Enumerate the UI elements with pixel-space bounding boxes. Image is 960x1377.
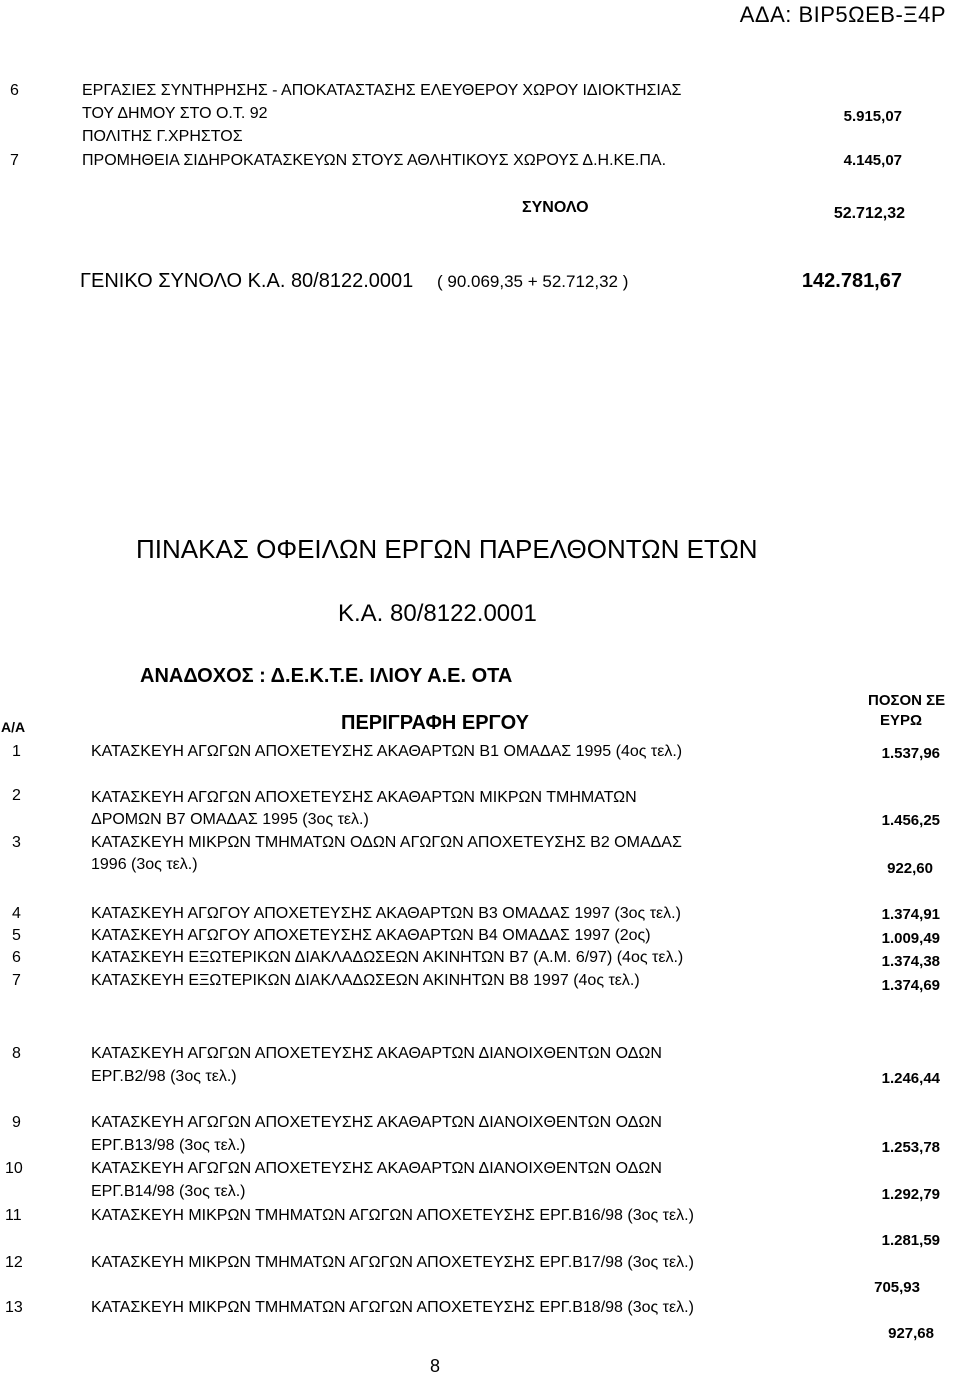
top-row-line: ΕΡΓΑΣΙΕΣ ΣΥΝΤΗΡΗΣΗΣ - ΑΠΟΚΑΤΑΣΤΑΣΗΣ ΕΛΕΥΘΕΡΟΥ ΧΩΡΟΥ ΙΔΙΟΚΤΗΣΙΑΣ	[82, 82, 682, 99]
row-description: ΚΑΤΑΣΚΕΥΗ ΜΙΚΡΩΝ ΤΜΗΜΑΤΩΝ ΑΓΩΓΩΝ ΑΠΟΧΕΤΕΥΣΗΣ ΕΡΓ.B16/98 (3ος τελ.)	[91, 1207, 694, 1224]
row-number: 10	[5, 1160, 23, 1177]
column-header-amount: ΠΟΣΟΝ ΣΕ	[868, 692, 946, 709]
row-amount: 1.009,49	[881, 930, 940, 947]
row-description: ΔΡΟΜΩΝ B7 ΟΜΑΔΑΣ 1995 (3ος τελ.)	[91, 811, 369, 828]
account-code: Κ.Α. 80/8122.0001	[338, 600, 537, 627]
row-amount: 1.374,91	[881, 906, 940, 923]
row-number: 9	[12, 1114, 21, 1131]
row-number: 8	[12, 1045, 21, 1062]
row-description: 1996 (3ος τελ.)	[91, 856, 198, 873]
row-amount: 1.537,96	[881, 745, 940, 762]
row-description: ΚΑΤΑΣΚΕΥΗ ΑΓΩΓΩΝ ΑΠΟΧΕΤΕΥΣΗΣ ΑΚΑΘΑΡΤΩΝ ΔΙΑΝΟΙΧΘΕΝΤΩΝ ΟΔΩΝ	[91, 1114, 662, 1131]
column-header-aa: Α/Α	[1, 719, 26, 735]
row-number: 11	[5, 1207, 22, 1224]
row-amount: 1.253,78	[881, 1139, 940, 1156]
grand-total-amount: 142.781,67	[801, 270, 902, 292]
page-title: ΠΙΝΑΚΑΣ ΟΦΕΙΛΩΝ ΕΡΓΩΝ ΠΑΡΕΛΘΟΝΤΩΝ ΕΤΩΝ	[136, 534, 758, 564]
row-number: 6	[12, 949, 21, 966]
grand-total-label: ΓΕΝΙΚΟ ΣΥΝΟΛΟ Κ.Α. 80/8122.0001	[80, 270, 414, 292]
grand-total-detail: ( 90.069,35 + 52.712,32 )	[437, 272, 629, 291]
top-row-amount: 5.915,07	[843, 108, 902, 125]
row-description: ΚΑΤΑΣΚΕΥΗ ΑΓΩΓΟΥ ΑΠΟΧΕΤΕΥΣΗΣ ΑΚΑΘΑΡΤΩΝ B3 ΟΜΑΔΑΣ 1997 (3ος τελ.)	[91, 905, 681, 922]
row-amount: 705,93	[874, 1279, 920, 1296]
top-row-number: 6	[10, 82, 19, 99]
subtotal-amount: 52.712,32	[833, 205, 905, 222]
row-description: ΕΡΓ.B13/98 (3ος τελ.)	[91, 1137, 246, 1154]
row-amount: 922,60	[887, 860, 933, 877]
contractor: ΑΝΑΔΟΧΟΣ : Δ.Ε.Κ.Τ.Ε. ΙΛΙΟΥ Α.Ε. ΟΤΑ	[140, 665, 513, 687]
row-number: 7	[12, 972, 21, 989]
row-number: 13	[5, 1299, 23, 1316]
row-description: ΚΑΤΑΣΚΕΥΗ ΑΓΩΓΟΥ ΑΠΟΧΕΤΕΥΣΗΣ ΑΚΑΘΑΡΤΩΝ B4 ΟΜΑΔΑΣ 1997 (2ος)	[91, 927, 651, 944]
row-number: 3	[12, 834, 21, 851]
row-description: ΚΑΤΑΣΚΕΥΗ ΕΞΩΤΕΡΙΚΩΝ ΔΙΑΚΛΑΔΩΣΕΩΝ ΑΚΙΝΗΤΩΝ B7 (Α.Μ. 6/97) (4ος τελ.)	[91, 949, 684, 966]
row-number: 5	[12, 927, 21, 944]
row-description: ΚΑΤΑΣΚΕΥΗ ΕΞΩΤΕΡΙΚΩΝ ΔΙΑΚΛΑΔΩΣΕΩΝ ΑΚΙΝΗΤΩΝ B8 1997 (4ος τελ.)	[91, 972, 640, 989]
page-number: 8	[430, 1356, 441, 1376]
ada-code: ΑΔΑ: ΒΙΡ5ΩΕΒ-Ξ4Ρ	[739, 2, 946, 27]
top-row-line: ΠΟΛΙΤΗΣ Γ.ΧΡΗΣΤΟΣ	[82, 128, 243, 145]
row-description: ΕΡΓ.B14/98 (3ος τελ.)	[91, 1183, 246, 1200]
row-description: ΚΑΤΑΣΚΕΥΗ ΑΓΩΓΩΝ ΑΠΟΧΕΤΕΥΣΗΣ ΑΚΑΘΑΡΤΩΝ ΔΙΑΝΟΙΧΘΕΝΤΩΝ ΟΔΩΝ	[91, 1160, 662, 1177]
row-description: ΚΑΤΑΣΚΕΥΗ ΜΙΚΡΩΝ ΤΜΗΜΑΤΩΝ ΑΓΩΓΩΝ ΑΠΟΧΕΤΕΥΣΗΣ ΕΡΓ.B17/98 (3ος τελ.)	[91, 1254, 694, 1271]
row-amount: 927,68	[888, 1325, 934, 1342]
row-description: ΚΑΤΑΣΚΕΥΗ ΑΓΩΓΩΝ ΑΠΟΧΕΤΕΥΣΗΣ ΑΚΑΘΑΡΤΩΝ B1 ΟΜΑΔΑΣ 1995 (4ος τελ.)	[91, 743, 683, 760]
row-description: ΚΑΤΑΣΚΕΥΗ ΜΙΚΡΩΝ ΤΜΗΜΑΤΩΝ ΑΓΩΓΩΝ ΑΠΟΧΕΤΕΥΣΗΣ ΕΡΓ.B18/98 (3ος τελ.)	[91, 1299, 694, 1316]
row-amount: 1.246,44	[881, 1070, 940, 1087]
row-amount: 1.281,59	[881, 1232, 940, 1249]
row-number: 1	[12, 743, 21, 760]
subtotal-label: ΣΥΝΟΛΟ	[522, 199, 589, 216]
top-row-number: 7	[10, 152, 19, 169]
row-amount: 1.292,79	[881, 1186, 940, 1203]
row-description: ΚΑΤΑΣΚΕΥΗ ΜΙΚΡΩΝ ΤΜΗΜΑΤΩΝ ΟΔΩΝ ΑΓΩΓΩΝ ΑΠΟΧΕΤΕΥΣΗΣ B2 ΟΜΑΔΑΣ	[91, 834, 682, 851]
row-number: 2	[12, 787, 21, 804]
row-description: ΚΑΤΑΣΚΕΥΗ ΑΓΩΓΩΝ ΑΠΟΧΕΤΕΥΣΗΣ ΑΚΑΘΑΡΤΩΝ ΜΙΚΡΩΝ ΤΜΗΜΑΤΩΝ	[91, 789, 637, 806]
top-row-line: ΠΡΟΜΗΘΕΙΑ ΣΙΔΗΡΟΚΑΤΑΣΚΕΥΩΝ ΣΤΟΥΣ ΑΘΛΗΤΙΚΟΥΣ ΧΩΡΟΥΣ Δ.Η.ΚΕ.ΠΑ.	[82, 152, 667, 169]
top-row-amount: 4.145,07	[843, 152, 902, 169]
row-amount: 1.374,69	[881, 977, 940, 994]
row-description: ΕΡΓ.B2/98 (3ος τελ.)	[91, 1068, 237, 1085]
row-number: 4	[12, 905, 21, 922]
row-description: ΚΑΤΑΣΚΕΥΗ ΑΓΩΓΩΝ ΑΠΟΧΕΤΕΥΣΗΣ ΑΚΑΘΑΡΤΩΝ ΔΙΑΝΟΙΧΘΕΝΤΩΝ ΟΔΩΝ	[91, 1045, 662, 1062]
top-row-line: ΤΟΥ ΔΗΜΟΥ ΣΤΟ Ο.Τ. 92	[82, 105, 268, 122]
row-amount: 1.374,38	[881, 953, 940, 970]
column-header-amount-unit: ΕΥΡΩ	[880, 712, 923, 729]
row-number: 12	[5, 1254, 23, 1271]
column-header-description: ΠΕΡΙΓΡΑΦΗ ΕΡΓΟΥ	[341, 712, 529, 734]
row-amount: 1.456,25	[881, 812, 940, 829]
